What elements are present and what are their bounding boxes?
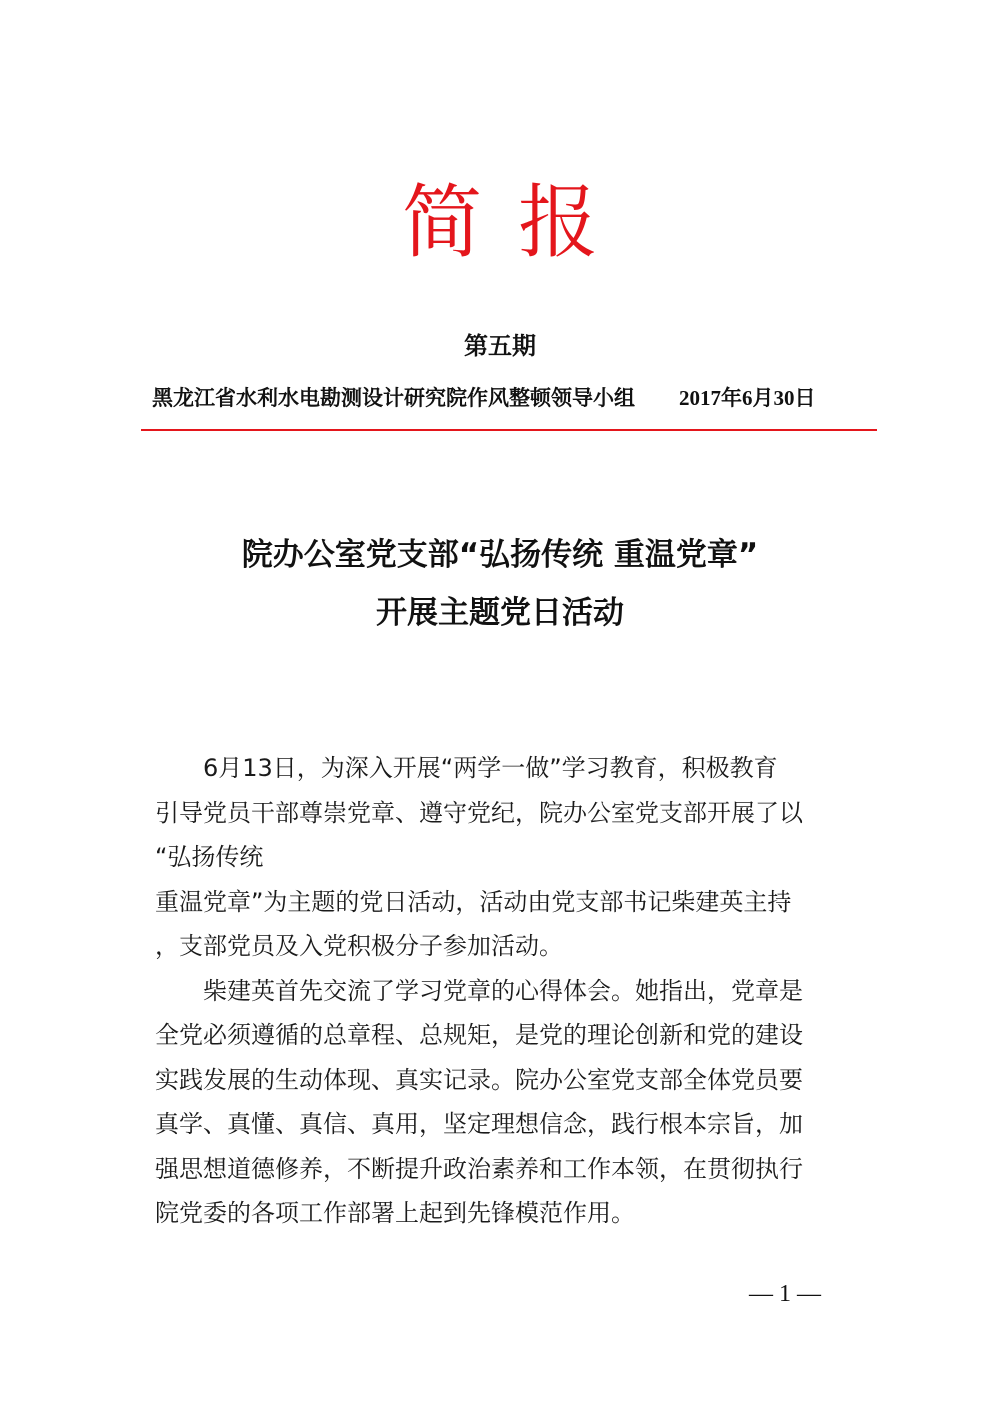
issuer-line <box>152 378 852 418</box>
masthead-title: 简报 <box>402 176 634 269</box>
paragraph-2-line-4: 真学、真懂、真信、真用，坚定理想信念，践行根本宗旨，加 <box>155 1110 803 1138</box>
paragraph-2-line-3: 实践发展的生动体现、真实记录。院办公室党支部全体党员要 <box>155 1065 803 1094</box>
issuer-organization: 黑龙江省水利水电勘测设计研究院作风整顿领导小组 <box>152 386 635 410</box>
paragraph-2-line-2: 全党必须遵循的总章程、总规矩，是党的理论创新和党的建设 <box>155 1021 803 1049</box>
paragraph-1-line-5: ，支部党员及入党积极分子参加活动。 <box>155 932 563 960</box>
paragraph-2-line-1: 柴建英首先交流了学习党章的心得体会。她指出，党章是 <box>203 976 803 1005</box>
article-body <box>155 746 880 1236</box>
paragraph-1-line-4: 重温党章”为主题的党日活动，活动由党支部书记柴建英主持 <box>155 887 792 916</box>
paragraph-1 <box>155 746 880 969</box>
page-number: — 1 — <box>749 1281 821 1307</box>
paragraph-2-line-6: 院党委的各项工作部署上起到先锋模范作用。 <box>155 1199 635 1227</box>
issue-number: 第五期 <box>464 332 536 360</box>
issue-date: 2017年6月30日 <box>679 386 816 410</box>
paragraph-1-line-2: 引导党员干部尊崇党章、遵守党纪，院办公室党支部开展了以 <box>155 798 803 827</box>
paragraph-2-line-5: 强思想道德修养，不断提升政治素养和工作本领，在贯彻执行 <box>155 1154 803 1183</box>
red-divider-rule <box>141 429 877 431</box>
article-title-line-2: 开展主题党日活动 <box>376 595 624 631</box>
article-title-line-1: 院办公室党支部“弘扬传统 重温党章” <box>241 537 759 573</box>
paragraph-1-line-3: “弘扬传统 <box>155 843 264 871</box>
paragraph-2 <box>155 969 880 1236</box>
article-title <box>0 526 1000 642</box>
paragraph-1-line-1: 6月13日，为深入开展“两学一做”学习教育，积极教育 <box>203 754 778 782</box>
